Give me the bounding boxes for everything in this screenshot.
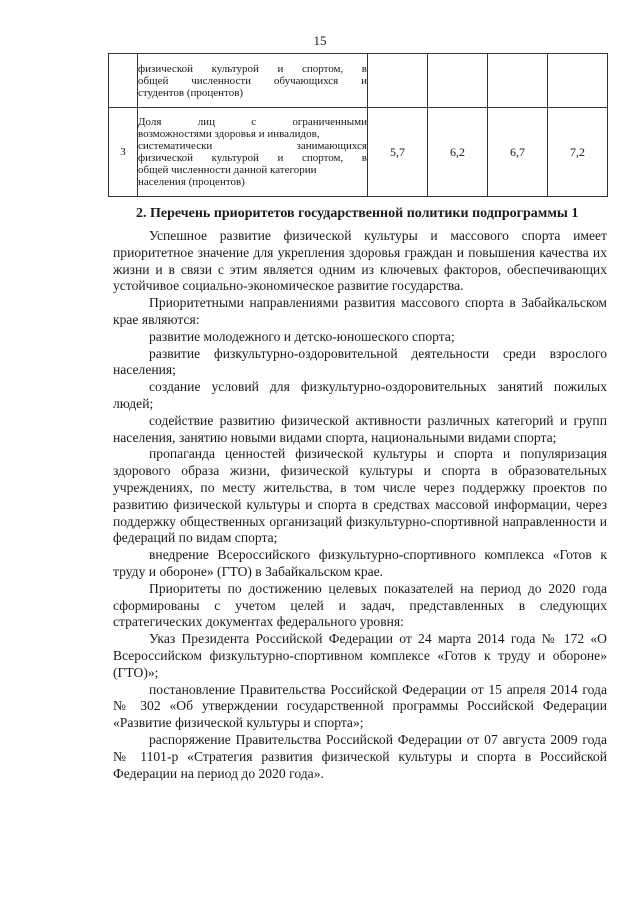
paragraph: создание условий для физкультурно-оздоровительных занятий пожилых людей; [113,379,607,411]
table-cell-value: 5,7 [368,108,428,197]
table-cell-description [138,108,368,197]
indicators-table [108,53,608,197]
paragraph: содействие развитию физической активности различных категорий и групп населения, занятию новыми видами спорта, национальными видами спорта; [113,412,607,445]
table-cell-value: 6,2 [428,108,488,197]
paragraph: развитие молодежного и детско-юношеского спорта; [149,328,455,344]
description-line: студентов (процентов) [138,86,244,99]
paragraph: развитие физкультурно-оздоровительной деятельности среди взрослого населения; [113,345,607,378]
table-row-continued [109,54,608,108]
table-row [109,108,608,197]
description-line: населения (процентов) [138,176,245,188]
description-line: общей численности обучающихся и [138,74,367,87]
description-line: Доля лиц с ограниченными [138,116,367,128]
paragraph: внедрение Всероссийского физкультурно-спортивного комплекса «Готов к труду и обороне» (ГТО) в Забайкальском крае. [113,547,607,579]
body-text [113,228,607,782]
description-line: физической культурой и спортом, в [138,62,367,75]
description-line: возможностями здоровья и инвалидов, [138,128,320,140]
paragraph: Успешное развитие физической культуры и массового спорта имеет приоритетное значение для укрепления здоровья граждан и повышения качества их жизни и в связи с этим является одним из ключевых факторов, обеспечивающих устойчивое социально-экономическое развитие государства. [113,228,607,294]
paragraph: Приоритеты по достижению целевых показателей на период до 2020 года сформированы с учетом целей и задач, представленных в следующих стратегических документах федерального уровня: [113,580,607,630]
paragraph: распоряжение Правительства Российской Федерации от 07 августа 2009 года № 1101-р «Стратегия развития физической культуры и спорта в Российской Федерации на период до 2020 года». [113,731,607,781]
table-cell-value: 6,7 [488,108,548,197]
paragraph: Указ Президента Российской Федерации от 24 марта 2014 года № 172 «О Всероссийском физкультурно-спортивном комплексе «Готов к труду и обороне» (ГТО)»; [113,631,607,680]
paragraph: Приоритетными направлениями развития массового спорта в Забайкальском крае являются: [113,295,607,327]
table-cell-number [109,54,138,108]
table-cell-number: 3 [109,108,138,197]
table-cell-value [488,54,548,108]
table-cell-value [368,54,428,108]
paragraph: пропаганда ценностей физической культуры и спорта и популяризация здорового образа жизни, физической культуры и спорта в образовательных учреждениях, по месту жительства, в том числе через поддержку проектов по развитию физической культуры и спорта в средствах массовой информации, через поддержку общественных организаций физкультурно-спортивной направленности и федераций по видам спорта; [113,446,607,546]
section-title: 2. Перечень приоритетов государственной политики подпрограммы 1 [136,206,579,221]
description-line: общей численности данной категории [138,164,317,176]
table-cell-value [548,54,608,108]
description-line: физической культурой и спортом, в [138,152,367,164]
description-line: систематически занимающихся [138,140,367,152]
paragraph: постановление Правительства Российской Федерации от 15 апреля 2014 года № 302 «Об утверждении государственной программы Российской Федерации «Развитие физической культуры и спорта»; [113,681,607,731]
table-cell-value [428,54,488,108]
table-cell-description [138,54,368,108]
page-number: 15 [313,33,327,48]
table-cell-value: 7,2 [548,108,608,197]
